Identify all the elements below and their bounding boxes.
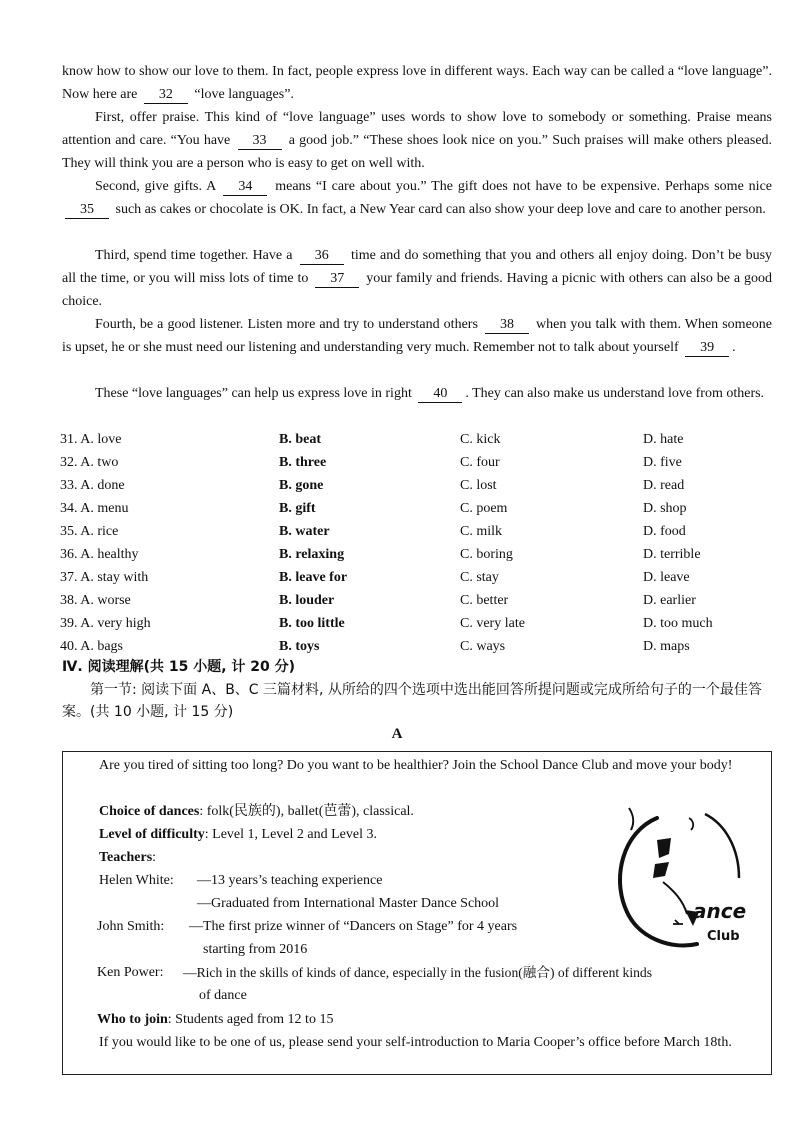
option-d[interactable]: D. food [643,524,686,539]
cloze-text: Third, spend time together. Have a [95,248,293,263]
blank-37[interactable]: 37 [315,271,359,288]
option-a[interactable]: 37. A. stay with [60,570,149,585]
logo-sub: Club [707,929,740,944]
option-c[interactable]: C. lost [460,478,497,493]
cloze-text: when you talk with them. When someone is upset, he or she must need our listening and understanding very much. Remember not to talk about yourself [62,317,773,355]
option-d[interactable]: D. earlier [643,593,696,608]
cloze-text: a good job.” “These shoes look nice on you.” Such praises will make others pleased. They will think you are a person who is easy to get on well with. [62,133,773,171]
blank-38[interactable]: 38 [485,317,529,334]
blank-33[interactable]: 33 [238,133,282,150]
cloze-paragraph-closing [62,382,772,405]
teachers-label: Teachers [99,850,153,865]
option-row-33 [60,474,772,497]
option-c[interactable]: C. poem [460,501,508,516]
option-d[interactable]: D. leave [643,570,690,585]
cloze-text: Fourth, be a good listener. Listen more and try to understand others [95,317,478,332]
teacher-2-name: John Smith: [97,919,165,934]
option-b[interactable]: B. too little [279,616,345,631]
blank-32[interactable]: 32 [144,87,188,104]
blank-36[interactable]: 36 [300,248,344,265]
option-c[interactable]: C. stay [460,570,499,585]
cloze-paragraph-time [62,244,772,313]
option-a[interactable]: 35. A. rice [60,524,119,539]
level-label: Level of difficulty [99,827,205,842]
option-d[interactable]: D. hate [643,432,684,447]
instruction-text: 第一节: 阅读下面 A、B、C 三篇材料, 从所给的四个选项中选出能回答所提问题或完成所给句子的一个最佳答案。(共 10 小题, 计 15 分) [62,682,762,720]
option-c[interactable]: C. four [460,455,500,470]
cloze-paragraph-listener [62,313,772,359]
option-d[interactable]: D. maps [643,639,690,654]
section-heading: Ⅳ. 阅读理解(共 15 小题, 计 20 分) [62,659,296,675]
option-row-37 [60,566,772,589]
option-b[interactable]: B. gone [279,478,324,493]
choice-value: : folk(民族的), ballet(芭蕾), classical. [199,804,414,819]
cloze-text: First, offer praise. This kind of “love language” uses words to show love to somebody or something. Praise means attention and care. “You have [62,110,772,148]
ad-choice-line [99,800,414,823]
ad-intro: Are you tired of sitting too long? Do you want to be healthier? Join the School Dance Club and move your body! [99,758,733,773]
cloze-text: . [732,340,736,355]
dance-club-logo [613,800,753,950]
ad-closing: If you would like to be one of us, please send your self-introduction to Maria Cooper’s office before March 18th. [99,1035,732,1050]
cloze-text: Second, give gifts. A [95,179,216,194]
option-b[interactable]: B. louder [279,593,335,608]
option-c[interactable]: C. milk [460,524,503,539]
cloze-paragraph-gifts [62,175,772,221]
option-row-32 [60,451,772,474]
cloze-text: time and do something that you and others all enjoy doing. Don’t be busy all the time, or you will miss lots of time to [62,248,773,286]
blank-40[interactable]: 40 [418,386,462,403]
option-d[interactable]: D. read [643,478,685,493]
teacher-3-name: Ken Power: [97,965,164,980]
cloze-paragraph-praise [62,106,772,175]
option-b[interactable]: B. beat [279,432,321,447]
option-c[interactable]: C. boring [460,547,513,562]
dance-club-ad [62,751,772,1075]
option-a[interactable]: 39. A. very high [60,616,151,631]
option-b[interactable]: B. toys [279,639,320,654]
teacher-1-detail-2: —Graduated from International Master Dance School [197,896,500,911]
level-value: : Level 1, Level 2 and Level 3. [204,827,377,842]
option-a[interactable]: 32. A. two [60,455,119,470]
ad-who-line [97,1008,333,1031]
teacher-2-detail-1: —The first prize winner of “Dancers on Stage” for 4 years [189,919,518,934]
who-value: : Students aged from 12 to 15 [167,1012,334,1027]
option-a[interactable]: 34. A. menu [60,501,129,516]
option-a[interactable]: 31. A. love [60,432,122,447]
option-c[interactable]: C. ways [460,639,506,654]
option-d[interactable]: D. five [643,455,682,470]
teacher-1-name: Helen White: [99,873,174,888]
cloze-text: your family and friends. Having a picnic with others can also be a good choice. [62,271,773,309]
option-row-38 [60,589,772,612]
cloze-text: “love languages”. [194,87,294,102]
option-row-39 [60,612,772,635]
ad-level-line [99,823,377,846]
choice-label: Choice of dances [99,804,200,819]
option-row-40 [60,635,772,658]
option-c[interactable]: C. kick [460,432,501,447]
option-a[interactable]: 33. A. done [60,478,125,493]
option-row-31 [60,428,772,451]
section-instruction [62,679,774,723]
option-a[interactable]: 40. A. bags [60,639,123,654]
teachers-colon: : [152,850,157,865]
option-a[interactable]: 36. A. healthy [60,547,139,562]
blank-39[interactable]: 39 [685,340,729,357]
option-d[interactable]: D. shop [643,501,687,516]
option-row-35 [60,520,772,543]
cloze-text: such as cakes or chocolate is OK. In fact, a New Year card can also show your deep love and care to another person. [115,202,766,217]
who-label: Who to join [97,1012,168,1027]
option-c[interactable]: C. better [460,593,509,608]
teacher-3-detail-1: —Rich in the skills of kinds of dance, especially in the fusion(融合) of different kinds [183,965,653,980]
option-b[interactable]: B. leave for [279,570,348,585]
option-b[interactable]: B. water [279,524,330,539]
option-row-36 [60,543,772,566]
teacher-1-detail-1: —13 years’s teaching experience [197,873,383,888]
option-c[interactable]: C. very late [460,616,525,631]
answer-options-table [60,428,772,658]
teacher-2-detail-2: starting from 2016 [203,942,308,957]
option-a[interactable]: 38. A. worse [60,593,131,608]
ad-teachers-line [99,846,156,869]
blank-34[interactable]: 34 [223,179,267,196]
cloze-text: . They can also make us understand love from others. [465,386,765,401]
cloze-paragraph-intro [62,60,772,106]
option-d[interactable]: D. too much [643,616,713,631]
option-d[interactable]: D. terrible [643,547,701,562]
logo-word: ance [693,899,747,923]
option-row-34 [60,497,772,520]
option-b[interactable]: B. relaxing [279,547,345,562]
cloze-text: know how to show our love to them. In fact, people express love in different ways. Each way can be called a “love language”. Now here are [62,64,772,102]
teacher-3-detail-2: of dance [199,988,247,1003]
option-b[interactable]: B. three [279,455,327,470]
passage-label: A [391,726,403,742]
option-b[interactable]: B. gift [279,501,316,516]
cloze-text: means “I care about you.” The gift does not have to be expensive. Perhaps some nice [275,179,772,194]
blank-35[interactable]: 35 [65,202,109,219]
cloze-text: These “love languages” can help us express love in right [95,386,412,401]
